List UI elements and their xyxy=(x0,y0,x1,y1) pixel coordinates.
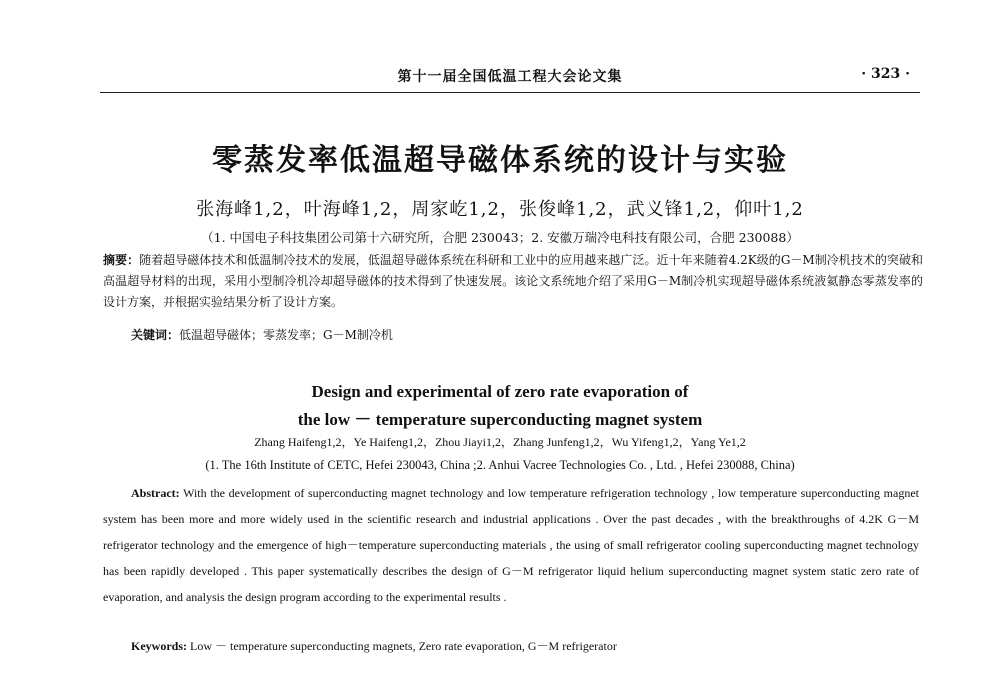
affiliation-chinese: （1. 中国电子科技集团公司第十六研究所，合肥 230043；2. 安徽万瑞冷电科技有限公司，合肥 230088） xyxy=(201,230,799,245)
abstract-english-label: Abstract: xyxy=(131,486,180,500)
authors-english: Zhang Haifeng1,2，Ye Haifeng1,2，Zhou Jiayi1,2，Zhang Junfeng1,2，Wu Yifeng1,2，Yang Ye1,2 xyxy=(254,435,746,449)
title-english-line1: Design and experimental of zero rate evaporation of xyxy=(311,382,689,401)
title-chinese: 零蒸发率低温超导磁体系统的设计与实验 xyxy=(212,143,788,178)
running-header xyxy=(100,66,920,90)
abstract-english-text: With the development of superconducting magnet technology and low temperature refrigeration technology , low temperature superconducting magnet system has been more and more widely used in the scientific research and industrial applications . Over the past decades , with the breakthroughs of 4.2K G－M refrigerator technology and the emergence of high－temperature superconducting materials , the using of small refrigerator cooling superconducting magnet technology has been rapidly developed . This paper systematically describes the design of G－M refrigerator liquid helium superconducting magnet system static zero rate of evaporation, and analysis the design program according to the experimental results . xyxy=(103,486,919,604)
authors-chinese: 张海峰1,2，叶海峰1,2，周家屹1,2，张俊峰1,2，武义锋1,2，仰叶1,2 xyxy=(196,199,804,220)
abstract-chinese-label: 摘要： xyxy=(103,253,140,267)
keywords-english-text: Low － temperature superconducting magnets, Zero rate evaporation, G－M refrigerator xyxy=(190,639,617,653)
keywords-english-label: Keywords: xyxy=(131,639,187,653)
keywords-english xyxy=(131,637,617,654)
page-number: · 323 · xyxy=(861,66,910,82)
title-english-line2: the low － temperature superconducting magnet system xyxy=(297,410,703,429)
title-english xyxy=(0,378,1000,434)
affiliation-english: (1. The 16th Institute of CETC, Hefei 230043, China ;2. Anhui Vacree Technologies Co. , Ltd. , Hefei 230088, China) xyxy=(205,458,795,472)
keywords-chinese-label: 关键词： xyxy=(131,328,180,342)
journal-name: 第十一届全国低温工程大会论文集 xyxy=(397,69,623,85)
abstract-english xyxy=(103,480,919,610)
abstract-chinese-text: 随着超导磁体技术和低温制冷技术的发展，低温超导磁体系统在科研和工业中的应用越来越广泛。近十年来随着4.2K级的G－M制冷机技术的突破和高温超导材料的出现，采用小型制冷机冷却超导磁体的技术得到了快速发展。该论文系统地介绍了采用G－M制冷机实现超导磁体系统液氦静态零蒸发率的设计方案，并根据实验结果分析了设计方案。 xyxy=(103,253,923,309)
header-rule xyxy=(100,92,920,93)
abstract-chinese xyxy=(103,250,923,313)
keywords-chinese xyxy=(131,326,393,343)
keywords-chinese-text: 低温超导磁体；零蒸发率；G－M制冷机 xyxy=(179,328,393,342)
